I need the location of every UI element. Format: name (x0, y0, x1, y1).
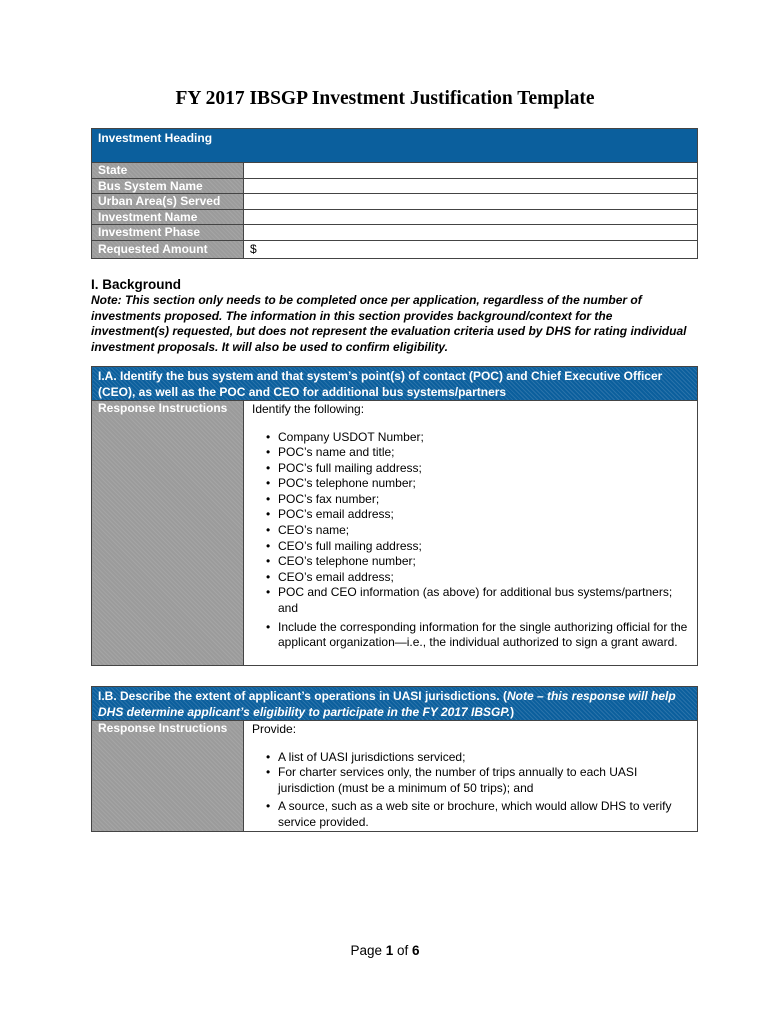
investment-heading-title: Investment Heading (92, 129, 698, 163)
field-value-bus-system-name[interactable] (244, 178, 698, 194)
investment-heading-header-row (92, 129, 698, 163)
field-value-requested-amount[interactable]: $ (244, 240, 698, 258)
field-row-bus-system-name (92, 178, 698, 194)
list-item: • For charter services only, the number of trips annually to each UASI jurisdiction (must be a minimum of 50 trips); and (278, 765, 691, 796)
section-ia-response-label: Response Instructions (92, 401, 244, 666)
list-item: • POC’s name and title; (278, 445, 691, 461)
of-word: of (397, 943, 409, 958)
section-ib-header-suffix: ) (510, 705, 515, 719)
field-label-investment-phase: Investment Phase (92, 225, 244, 241)
field-row-state (92, 163, 698, 179)
field-label-requested-amount: Requested Amount (92, 240, 244, 258)
field-value-investment-name[interactable] (244, 209, 698, 225)
section-ib-response-label: Response Instructions (92, 721, 244, 832)
section-ia-response-body[interactable] (244, 401, 698, 666)
section-ia-response-row (92, 401, 698, 666)
section-ia-header: I.A. Identify the bus system and that system’s point(s) of contact (POC) and Chief Executive Officer (CEO), as well as the POC and CEO for additional bus systems/partners (92, 367, 698, 401)
section-ib-table (91, 686, 698, 832)
field-row-requested-amount (92, 240, 698, 258)
page-number (0, 943, 770, 958)
list-item: • A source, such as a web site or brochure, which would allow DHS to verify service provided. (278, 799, 691, 830)
list-item: • POC’s email address; (278, 507, 691, 523)
list-item: • CEO’s full mailing address; (278, 539, 691, 555)
background-heading: I. Background (91, 277, 182, 292)
list-item: • Include the corresponding information for the single authorizing official for the applicant organization—i.e., the individual authorized to sign a grant award. (278, 620, 691, 651)
page-title: FY 2017 IBSGP Investment Justification Template (175, 88, 595, 109)
list-item: • POC’s telephone number; (278, 476, 691, 492)
field-label-bus-system-name: Bus System Name (92, 178, 244, 194)
section-ib-lead: Provide: (252, 722, 297, 736)
background-note: Note: This section only needs to be completed once per application, regardless of the number of investments proposed. The information in this section provides background/context for the investment(s) requested, but does not represent the evaluation criteria used by DHS for rating individual investment proposals. It will also be used to confirm eligibility. (91, 293, 687, 354)
section-ia-lead: Identify the following: (252, 402, 365, 416)
list-item: • POC’s fax number; (278, 492, 691, 508)
list-item: • POC and CEO information (as above) for additional bus systems/partners; and (278, 585, 691, 616)
section-ib-header-prefix: I.B. Describe the extent of applicant’s operations in UASI jurisdictions. ( (98, 689, 507, 703)
section-ib-header-row (92, 687, 698, 721)
field-value-state[interactable] (244, 163, 698, 179)
field-row-investment-phase (92, 225, 698, 241)
investment-heading-table (91, 128, 698, 259)
list-item: • A list of UASI jurisdictions serviced; (278, 750, 691, 766)
section-ib-response-row (92, 721, 698, 832)
total-pages: 6 (412, 943, 420, 958)
field-row-urban-areas-served (92, 194, 698, 210)
page-word: Page (350, 943, 382, 958)
section-ia-table (91, 366, 698, 666)
list-item: • CEO’s email address; (278, 570, 691, 586)
list-item: • Company USDOT Number; (278, 430, 691, 446)
section-ia-header-row (92, 367, 698, 401)
section-ib-header-note: Note – this response will help DHS determine applicant’s eligibility to participate in the FY 2017 IBSGP. (98, 689, 676, 719)
list-item: • POC’s full mailing address; (278, 461, 691, 477)
section-ib-response-body[interactable] (244, 721, 698, 832)
section-ia-bullet-list (252, 430, 691, 651)
field-row-investment-name (92, 209, 698, 225)
list-item: • CEO’s name; (278, 523, 691, 539)
current-page: 1 (385, 943, 394, 958)
field-value-urban-areas-served[interactable] (244, 194, 698, 210)
field-value-investment-phase[interactable] (244, 225, 698, 241)
field-label-urban-areas-served: Urban Area(s) Served (92, 194, 244, 210)
section-ib-header (92, 687, 698, 721)
list-item: • CEO’s telephone number; (278, 554, 691, 570)
field-label-investment-name: Investment Name (92, 209, 244, 225)
field-label-state: State (92, 163, 244, 179)
section-ib-bullet-list (252, 750, 691, 831)
